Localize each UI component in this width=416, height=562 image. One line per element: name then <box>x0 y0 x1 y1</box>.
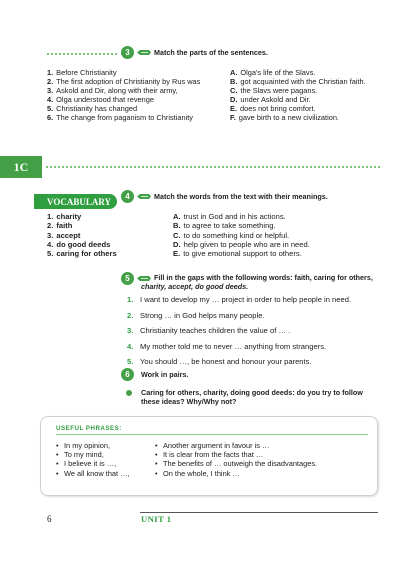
list-item: • In my opinion, <box>56 441 111 450</box>
list-item: E. to give emotional support to others. <box>173 249 302 259</box>
list-item: 1. charity <box>47 212 82 221</box>
footer-rule <box>140 512 378 513</box>
list-item: 4. do good deeds <box>47 239 111 249</box>
exercise-4-number: 4 <box>121 190 134 203</box>
list-item: B. to agree to take something. <box>173 221 276 231</box>
list-item: 3. Christianity teaches children the value of … . <box>127 326 291 335</box>
pencil-icon <box>137 49 151 56</box>
list-item: • On the whole, I think … <box>155 468 240 478</box>
section-dotted-rule <box>46 166 380 168</box>
useful-phrases-title: USEFUL PHRASES: <box>56 425 122 432</box>
exercise-3-left-column <box>47 68 213 123</box>
list-item: • We all know that …, <box>56 468 130 478</box>
exercise-5-instruction-line-1: Fill in the gaps with the following words: faith, caring for others, <box>154 273 373 282</box>
unit-label: UNIT 1 <box>141 514 172 524</box>
list-item: 4. My mother told me to never … anything from strangers. <box>127 341 327 351</box>
list-item: 2. faith <box>47 221 73 231</box>
exercise-5-items <box>127 292 351 370</box>
exercise-3-instruction: Match the parts of the sentences. <box>154 48 268 57</box>
list-item: 6. The change from paganism to Christianity <box>47 113 193 123</box>
list-item: 3. Askold and Dir, along with their army, <box>47 86 178 96</box>
bullet-icon <box>126 390 132 396</box>
list-item: 1. I want to develop my … project in order to help people in need. <box>127 295 352 304</box>
list-item: • The benefits of … outweigh the disadvantages. <box>155 459 318 469</box>
list-item: E. does not bring comfort. <box>230 104 316 114</box>
exercise-3-right-column <box>230 68 380 123</box>
list-item: A. trust in God and in his actions. <box>173 212 286 221</box>
list-item: 3. accept <box>47 230 81 240</box>
exercise-5-instruction-line-2: charity, accept, do good deeds. <box>141 282 249 291</box>
list-item: 1. Before Christianity <box>47 68 117 77</box>
list-item: • To my mind, <box>56 450 104 460</box>
list-item: B. got acquainted with the Christian faith. <box>230 77 366 87</box>
list-item: 4. Olga understood that revenge <box>47 95 154 105</box>
list-item: 5. caring for others <box>47 249 117 259</box>
list-item: F. gave birth to a new civilization. <box>230 113 339 123</box>
exercise-4-meanings <box>173 212 378 258</box>
list-item: • Another argument in favour is … <box>155 441 270 450</box>
page-number: 6 <box>47 514 52 524</box>
section-badge: 1C <box>0 156 42 178</box>
list-item: 5. Christianity has changed <box>47 104 138 114</box>
exercise-6-number: 6 <box>121 368 134 381</box>
list-item: C. to do something kind or helpful. <box>173 230 290 240</box>
list-item: • I believe it is …, <box>56 459 117 469</box>
exercise-5-number: 5 <box>121 272 134 285</box>
exercise-6-instruction: Work in pairs. <box>141 370 189 379</box>
vocabulary-badge: VOCABULARY <box>40 194 117 209</box>
list-item: 5. You should …, be honest and honour your parents. <box>127 357 312 366</box>
list-item: C. the Slavs were pagans. <box>230 86 318 96</box>
list-item: D. help given to people who are in need. <box>173 239 310 249</box>
exercise-3-number: 3 <box>121 46 134 59</box>
exercise-6-question-line-2: these ideas? Why/Why not? <box>141 397 237 406</box>
list-item: • It is clear from the facts that … <box>155 450 264 460</box>
pencil-icon <box>137 275 151 282</box>
useful-phrases-divider <box>56 434 368 435</box>
pencil-icon <box>137 193 151 200</box>
decorative-dotted-rule <box>47 53 117 55</box>
useful-phrases-right <box>155 441 375 478</box>
list-item: D. under Askold and Dir. <box>230 95 311 105</box>
exercise-6-question-line-1: Caring for others, charity, doing good deeds: do you try to follow <box>141 388 363 397</box>
list-item: 2. Strong … in God helps many people. <box>127 310 265 320</box>
list-item: 2. The first adoption of Christianity by Rus was <box>47 77 201 87</box>
exercise-4-instruction: Match the words from the text with their meanings. <box>154 192 328 201</box>
list-item: A. Olga's life of the Slavs. <box>230 68 316 77</box>
exercise-4-words <box>47 212 167 258</box>
useful-phrases-left <box>56 441 152 478</box>
